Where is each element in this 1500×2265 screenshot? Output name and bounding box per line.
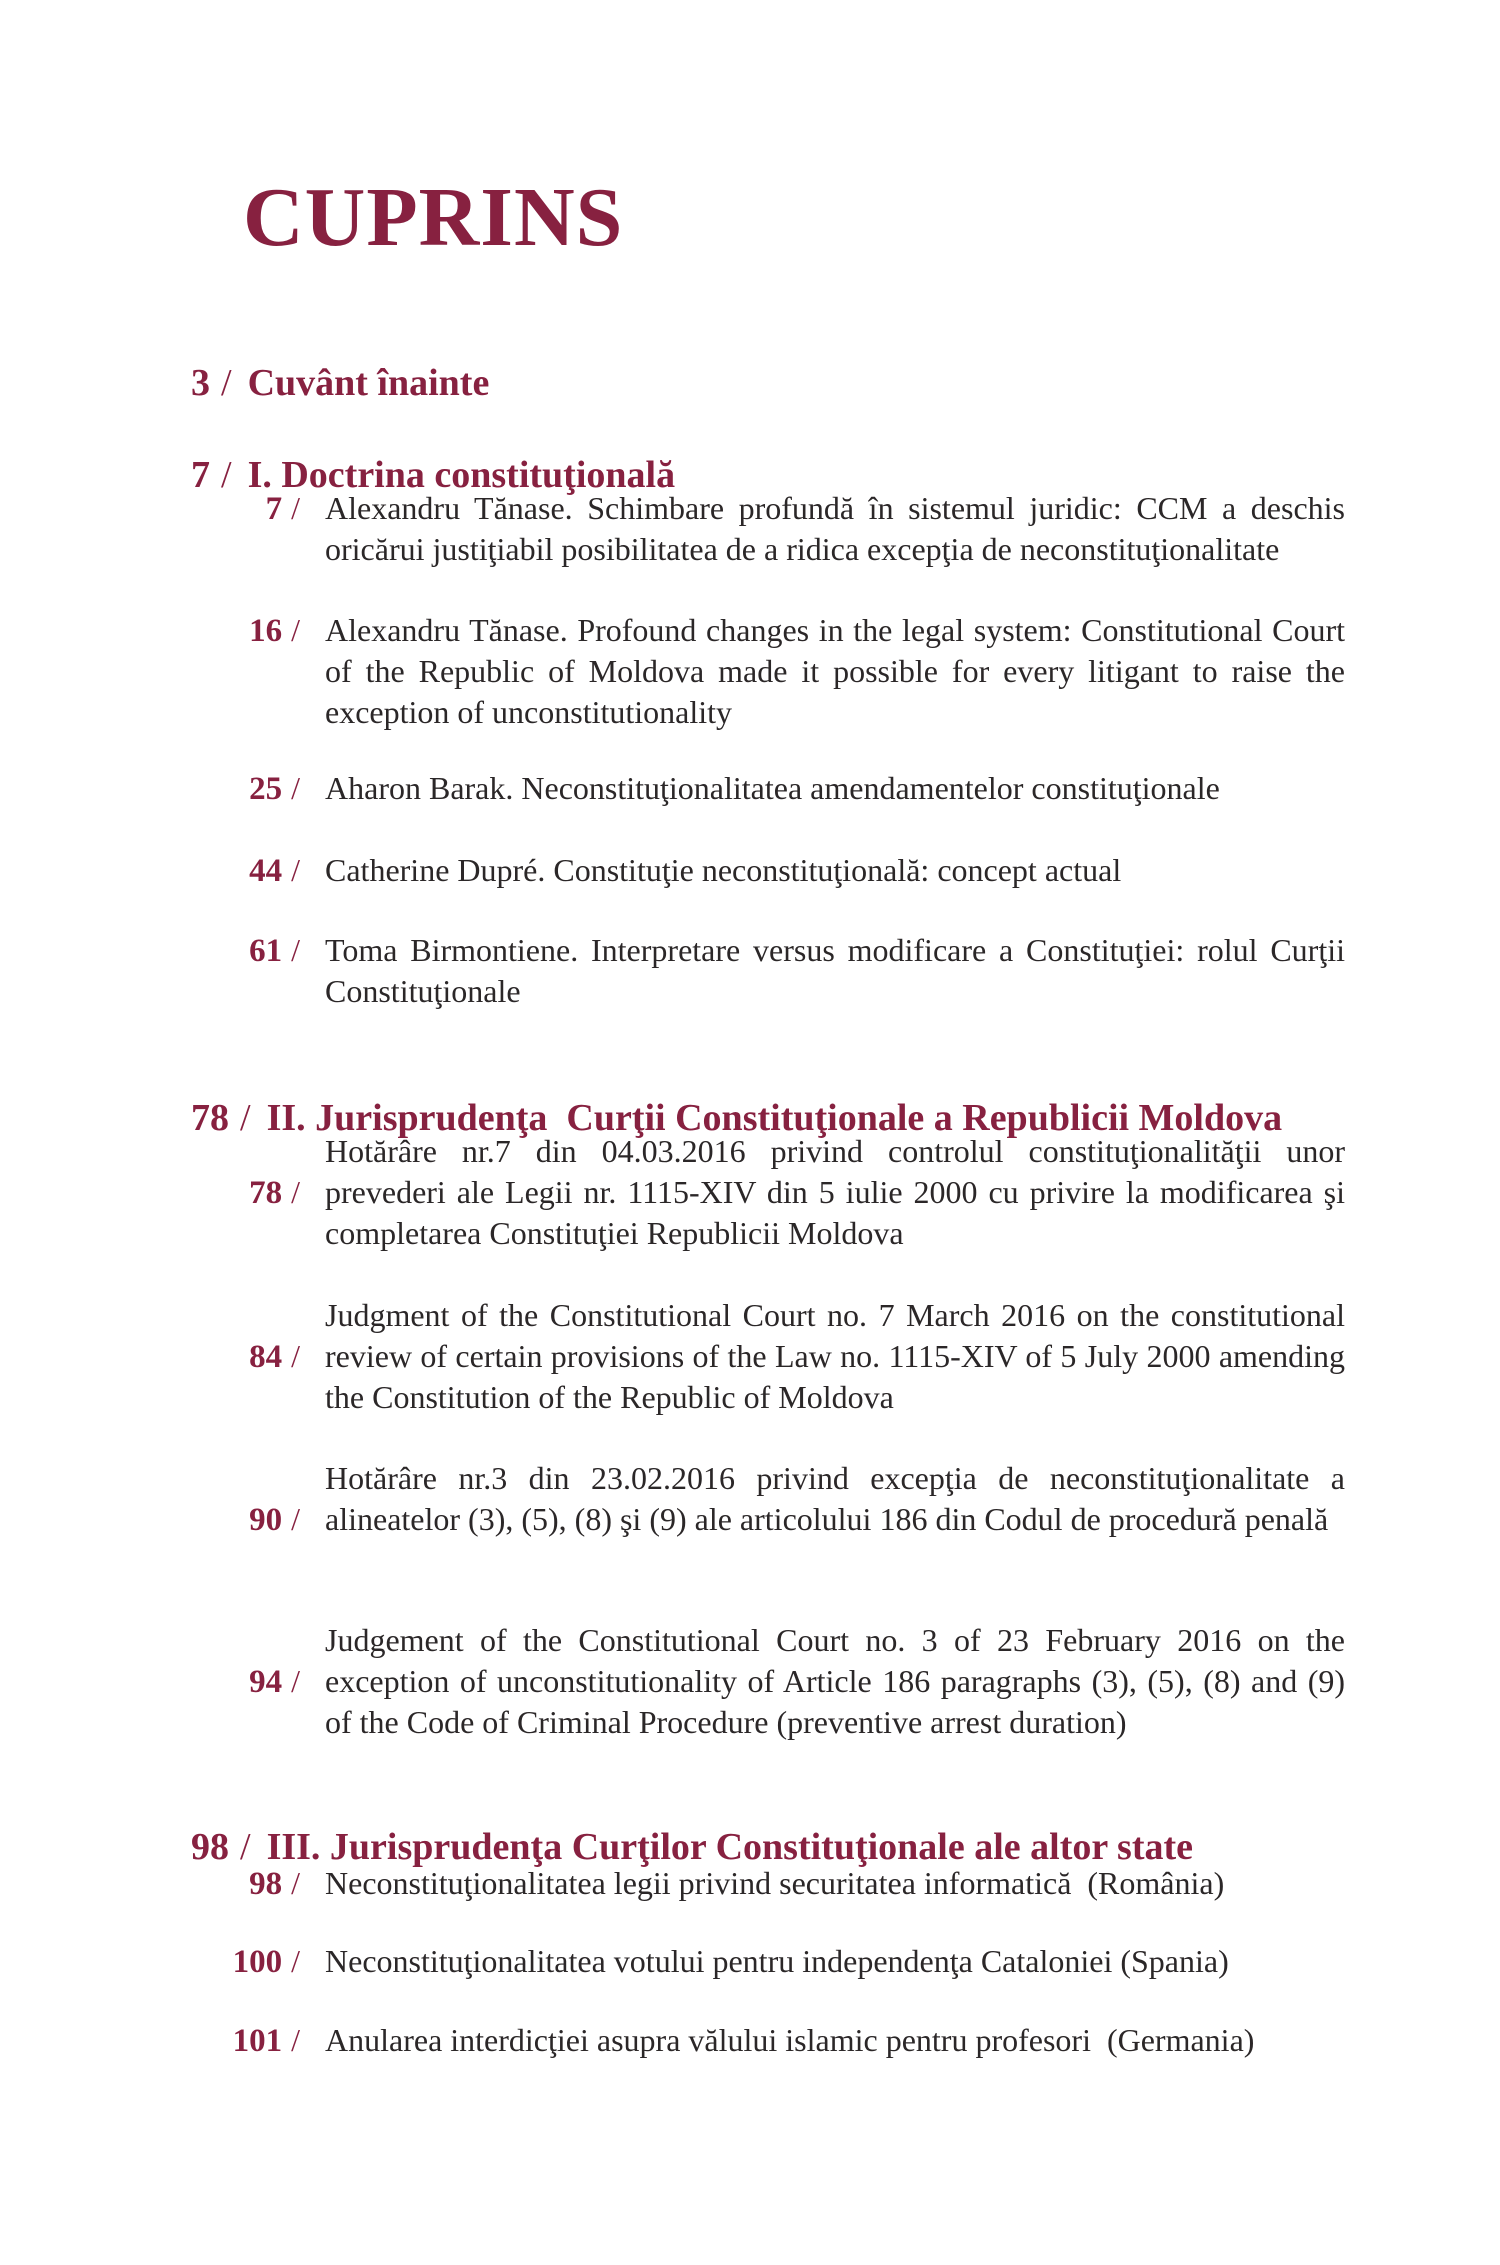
toc-page-number: 25 <box>249 771 283 807</box>
toc-page-number: 98 <box>191 1826 229 1868</box>
toc-entry <box>153 2020 1345 2062</box>
toc-entry <box>153 1863 1345 1905</box>
toc-entry <box>153 1458 1345 1541</box>
toc-entry-title: Hotărâre nr.3 din 23.02.2016 privind excepţia de neconstituţionalitate a alineatelor (3), (5), (8) şi (9) ale articolului 186 din Codul de procedură penală <box>325 1460 1345 1537</box>
toc-separator: / <box>291 1174 300 1210</box>
toc-entry <box>153 1131 1345 1254</box>
toc-entry-title: Alexandru Tănase. Schimbare profundă în sistemul juridic: CCM a deschis oricărui justiţiabil posibilitatea de a ridica excepţia de neconstituţionalitate <box>325 490 1345 567</box>
toc-page-number-cell <box>153 1295 300 1418</box>
toc-separator: / <box>291 770 300 806</box>
toc-page-number: 100 <box>232 1944 283 1980</box>
toc-page-number-cell <box>153 930 300 1012</box>
toc-page-number-cell <box>153 850 300 892</box>
toc-page-number: 78 <box>191 1097 229 1139</box>
toc-page-number-cell <box>153 1131 300 1254</box>
toc-entry <box>153 1941 1345 1983</box>
toc-entry-title: Judgement of the Constitutional Court no. 3 of 23 February 2016 on the exception of unconstitutionality of Article 186 paragraphs (3), (5), (8) and (9) of the Code of Criminal Procedure (preventive arrest duration) <box>325 1622 1345 1740</box>
toc-separator: / <box>240 1826 251 1868</box>
toc-heading-title: III. Jurisprudenţa Curţilor Constituţionale ale altor state <box>266 1826 1193 1868</box>
toc-heading-title: II. Jurisprudenţa Curţii Constituţionale a Republicii Moldova <box>266 1097 1283 1139</box>
toc-entry-title: Neconstituţionalitatea votului pentru independenţa Cataloniei (Spania) <box>325 1943 1229 1979</box>
toc-entry-title: Catherine Dupré. Constituţie neconstituţională: concept actual <box>325 852 1122 888</box>
toc-separator: / <box>291 490 300 526</box>
toc-separator: / <box>221 362 232 404</box>
toc-page-number-cell <box>153 1941 300 1983</box>
toc-entry <box>153 930 1345 1012</box>
toc-page-number-cell <box>153 610 300 733</box>
toc-separator: / <box>240 1097 251 1139</box>
toc-page-number: 98 <box>249 1866 283 1902</box>
toc-entry-title: Toma Birmontiene. Interpretare versus modificare a Constituţiei: rolul Curţii Constituţionale <box>325 932 1345 1009</box>
toc-entry <box>153 768 1345 810</box>
toc-separator: / <box>291 852 300 888</box>
toc-page-number: 16 <box>249 613 283 649</box>
toc-separator: / <box>291 1865 300 1901</box>
toc-page-number: 101 <box>232 2023 283 2059</box>
toc-separator: / <box>291 1663 300 1699</box>
toc-page-number: 44 <box>249 853 283 889</box>
toc-separator: / <box>291 2022 300 2058</box>
toc-separator: / <box>221 454 232 496</box>
page-title: CUPRINS <box>243 171 624 264</box>
toc-entry-title: Aharon Barak. Neconstituţionalitatea amendamentelor constituţionale <box>325 770 1220 806</box>
toc-separator: / <box>291 1943 300 1979</box>
toc-page-number: 7 <box>191 454 210 496</box>
toc-page-number: 3 <box>191 362 210 404</box>
toc-separator: / <box>291 1338 300 1374</box>
toc-separator: / <box>291 932 300 968</box>
toc-page-number: 7 <box>265 491 283 527</box>
toc-page-number-cell <box>153 768 300 810</box>
toc-entry-title: Neconstituţionalitatea legii privind securitatea informatică (România) <box>325 1865 1225 1901</box>
toc-entry <box>153 850 1345 892</box>
toc-page-number: 90 <box>249 1502 283 1538</box>
toc-page-number: 94 <box>249 1664 283 1700</box>
toc-separator: / <box>291 612 300 648</box>
toc-page-number-cell <box>153 1863 300 1905</box>
toc-entry-title: Judgment of the Constitutional Court no. 7 March 2016 on the constitutional review of certain provisions of the Law no. 1115-XIV of 5 July 2000 amending the Constitution of the Republic of Moldova <box>325 1297 1345 1415</box>
toc-page-number: 84 <box>249 1339 283 1375</box>
toc-entry-title: Alexandru Tănase. Profound changes in the legal system: Constitutional Court of the Republic of Moldova made it possible for every litigant to raise the exception of unconstitutionality <box>325 612 1345 730</box>
toc-page-number-cell <box>153 488 300 570</box>
toc-page-number-cell <box>153 1620 300 1743</box>
toc-entry <box>153 1295 1345 1418</box>
toc-entry <box>153 1620 1345 1743</box>
toc-entry-title: Anularea interdicţiei asupra vălului islamic pentru profesori (Germania) <box>325 2022 1255 2058</box>
toc-page-number: 78 <box>249 1175 283 1211</box>
toc-page-number-cell <box>153 1458 300 1541</box>
toc-page-number: 61 <box>249 933 283 969</box>
toc-entry <box>153 488 1345 570</box>
toc-heading-title: Cuvânt înainte <box>247 362 490 404</box>
toc-heading-title: I. Doctrina constituţională <box>247 454 676 496</box>
toc-separator: / <box>291 1501 300 1537</box>
toc-entry-title: Hotărâre nr.7 din 04.03.2016 privind controlul constituţionalităţii unor prevederi ale Legii nr. 1115-XIV din 5 iulie 2000 cu privire la modificarea şi completarea Constituţiei Republicii Moldova <box>325 1133 1345 1251</box>
toc-page-number-cell <box>153 2020 300 2062</box>
toc-entry <box>153 610 1345 733</box>
